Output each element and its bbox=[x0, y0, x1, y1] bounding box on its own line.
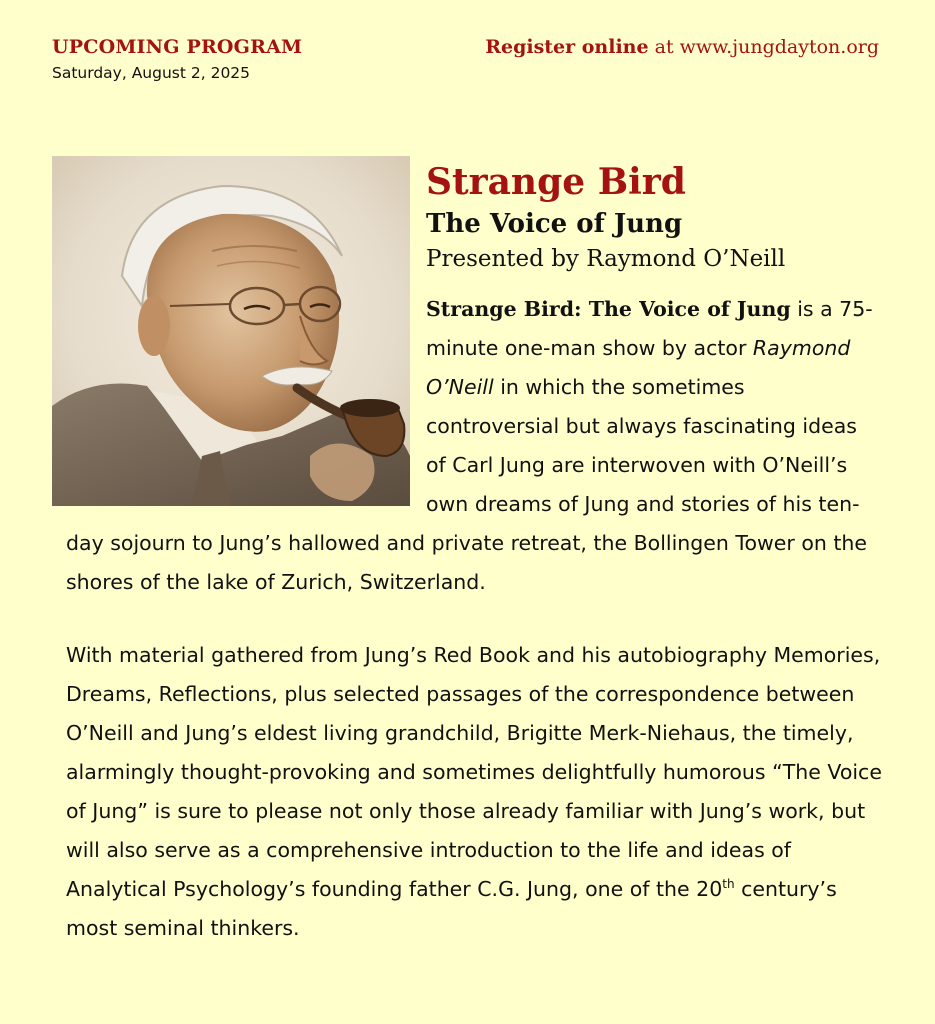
register-line[interactable] bbox=[485, 34, 879, 60]
header-left bbox=[52, 34, 302, 84]
description-actor-name: Raymond O’Neill bbox=[426, 336, 851, 399]
description-p2-text-b: century’s most seminal thinkers. bbox=[66, 877, 837, 940]
description-text-b: in which the sometimes controversial but always fascinating ideas of Carl Jung are interwoven with O’Neill’s own dreams of Jung and stories of his ten-day sojourn to Jung’s hallowed and private retreat, the Bollingen Tower on the shores of the lake of Zurich, Switzerland. bbox=[66, 375, 868, 594]
main-content bbox=[52, 156, 882, 948]
register-url[interactable]: at www.jungdayton.org bbox=[648, 36, 879, 58]
description-p2-text-a: With material gathered from Jung’s Red Book and his autobiography Memories, Dreams, Reflections, plus selected passages of the correspondence between O’Neill and Jung’s eldest living grandchild, Brigitte Merk-Niehaus, the timely, alarmingly thought-provoking and sometimes delightfully humorous “The Voice of Jung” is sure to please not only those already familiar with Jung’s work, but will also serve as a comprehensive introduction to the life and ideas of Analytical Psychology’s founding father C.G. Jung, one of the 20 bbox=[66, 643, 882, 901]
event-presenter: Presented by Raymond O’Neill bbox=[426, 246, 786, 272]
event-subtitle: The Voice of Jung bbox=[426, 209, 683, 239]
event-title: Strange Bird bbox=[426, 161, 686, 203]
program-label: UPCOMING PROGRAM bbox=[52, 36, 303, 58]
description-lead: Strange Bird: The Voice of Jung bbox=[426, 297, 791, 321]
description-p2-superscript: th bbox=[722, 877, 735, 892]
register-label: Register online bbox=[485, 36, 649, 58]
portrait-illustration bbox=[52, 156, 410, 506]
description-text-a: is a 75-minute one-man show by actor bbox=[426, 297, 873, 360]
description-paragraph-2 bbox=[66, 636, 882, 948]
program-date: Saturday, August 2, 2025 bbox=[52, 64, 251, 82]
